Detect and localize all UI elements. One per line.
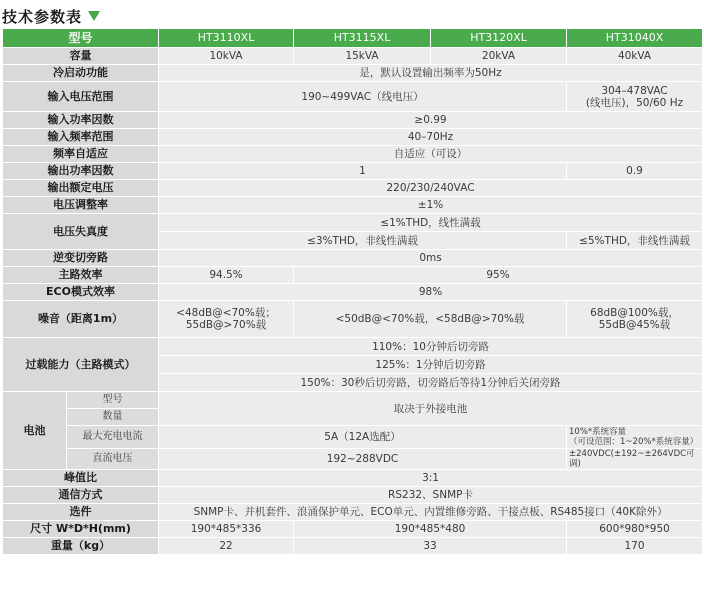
table-row xyxy=(3,112,703,129)
cell-value: 192~288VDC xyxy=(159,449,567,470)
cell-value: 40kVA xyxy=(567,48,703,65)
cell-value: 190~499VAC（线电压） xyxy=(159,82,567,112)
row-label: 峰值比 xyxy=(3,470,159,487)
cell-value: ±1% xyxy=(159,197,703,214)
header-model-2: HT3115XL xyxy=(294,29,431,48)
table-row xyxy=(3,129,703,146)
row-sub-label: 数量 xyxy=(67,409,159,426)
cell-value: 95% xyxy=(294,267,703,284)
row-label: 输入功率因数 xyxy=(3,112,159,129)
row-label: 噪音（距离1m） xyxy=(3,301,159,338)
row-label: 容量 xyxy=(3,48,159,65)
page-title: 技术参数表 xyxy=(2,7,83,26)
cell-value: 5A（12A选配） xyxy=(159,426,567,449)
cell-value: 150%：30秒后切旁路，切旁路后等待1分钟后关闭旁路 xyxy=(159,374,703,392)
cell-value: ±240VDC(±192~±264VDC可调) xyxy=(567,449,703,470)
row-label: 输出功率因数 xyxy=(3,163,159,180)
cell-value: 98% xyxy=(159,284,703,301)
cell-value: 20kVA xyxy=(431,48,567,65)
row-label: 输入频率范围 xyxy=(3,129,159,146)
cell-value: 68dB@100%载， 55dB@45%载 xyxy=(567,301,703,338)
table-row xyxy=(3,338,703,356)
battery-label: 电池 xyxy=(3,392,67,470)
cell-value: SNMP卡、并机套件、浪涌保护单元、ECO单元、内置维修旁路、干接点板、RS485接口（40K除外） xyxy=(159,504,703,521)
cell-value: 自适应（可设） xyxy=(159,146,703,163)
cell-value: 94.5% xyxy=(159,267,294,284)
table-row xyxy=(3,504,703,521)
header-model-1: HT3110XL xyxy=(159,29,294,48)
cell-value: <48dB@<70%载； 55dB@>70%载 xyxy=(159,301,294,338)
row-sub-label: 型号 xyxy=(67,392,159,409)
cell-value: <50dB@<70%载，<58dB@>70%载 xyxy=(294,301,567,338)
row-label: 尺寸 W*D*H(mm) xyxy=(3,521,159,538)
table-row xyxy=(3,65,703,82)
header-model-4: HT31040X xyxy=(567,29,703,48)
table-row xyxy=(3,470,703,487)
table-row xyxy=(3,146,703,163)
table-row xyxy=(3,392,703,409)
table-row xyxy=(3,301,703,338)
table-row xyxy=(3,163,703,180)
cell-value: 304–478VAC (线电压)，50/60 Hz xyxy=(567,82,703,112)
cell-value: 170 xyxy=(567,538,703,555)
row-sub-label: 最大充电电流 xyxy=(67,426,159,449)
cell-value: 取决于外接电池 xyxy=(159,392,703,426)
row-sub-label: 直流电压 xyxy=(67,449,159,470)
table-row xyxy=(3,284,703,301)
cell-value: 0ms xyxy=(159,250,703,267)
cell-value: RS232、SNMP卡 xyxy=(159,487,703,504)
table-row xyxy=(3,214,703,232)
row-label: 输出额定电压 xyxy=(3,180,159,197)
cell-value: 是，默认设置输出频率为50Hz xyxy=(159,65,703,82)
cell-value: 10kVA xyxy=(159,48,294,65)
row-label: 主路效率 xyxy=(3,267,159,284)
cell-value: 10%*系统容量 （可设范围：1~20%*系统容量） xyxy=(567,426,703,449)
table-row xyxy=(3,48,703,65)
cell-value: 600*980*950 xyxy=(567,521,703,538)
table-row xyxy=(3,82,703,112)
row-label: 电压失真度 xyxy=(3,214,159,250)
cell-value: 33 xyxy=(294,538,567,555)
table-row xyxy=(3,487,703,504)
table-row xyxy=(3,197,703,214)
row-label: 频率自适应 xyxy=(3,146,159,163)
row-label: 输入电压范围 xyxy=(3,82,159,112)
cell-value: 110%：10分钟后切旁路 xyxy=(159,338,703,356)
cell-value: 220/230/240VAC xyxy=(159,180,703,197)
row-label: 冷启动功能 xyxy=(3,65,159,82)
row-label: 逆变切旁路 xyxy=(3,250,159,267)
table-row xyxy=(3,538,703,555)
row-label: 过载能力（主路模式） xyxy=(3,338,159,392)
cell-value: 15kVA xyxy=(294,48,431,65)
table-row xyxy=(3,521,703,538)
cell-value: 125%：1分钟后切旁路 xyxy=(159,356,703,374)
table-row xyxy=(3,250,703,267)
table-row xyxy=(3,180,703,197)
cell-value: ≤3%THD，非线性满载 xyxy=(159,232,567,250)
cell-value: 1 xyxy=(159,163,567,180)
row-label: 通信方式 xyxy=(3,487,159,504)
table-row xyxy=(3,449,703,470)
cell-value: 3:1 xyxy=(159,470,703,487)
page-title-bar xyxy=(2,4,100,28)
triangle-down-icon xyxy=(88,11,100,21)
cell-value: ≤5%THD，非线性满载 xyxy=(567,232,703,250)
cell-value: 40–70Hz xyxy=(159,129,703,146)
header-model-label: 型号 xyxy=(3,29,159,48)
table-row xyxy=(3,267,703,284)
header-model-3: HT3120XL xyxy=(431,29,567,48)
cell-value: 0.9 xyxy=(567,163,703,180)
row-label: ECO模式效率 xyxy=(3,284,159,301)
row-label: 电压调整率 xyxy=(3,197,159,214)
cell-value: 190*485*336 xyxy=(159,521,294,538)
spec-table xyxy=(2,28,703,555)
cell-value: ≤1%THD，线性满载 xyxy=(159,214,703,232)
cell-value: ≥0.99 xyxy=(159,112,703,129)
cell-value: 190*485*480 xyxy=(294,521,567,538)
table-row xyxy=(3,426,703,449)
header-row xyxy=(3,29,703,48)
cell-value: 22 xyxy=(159,538,294,555)
row-label: 重量（kg） xyxy=(3,538,159,555)
row-label: 选件 xyxy=(3,504,159,521)
